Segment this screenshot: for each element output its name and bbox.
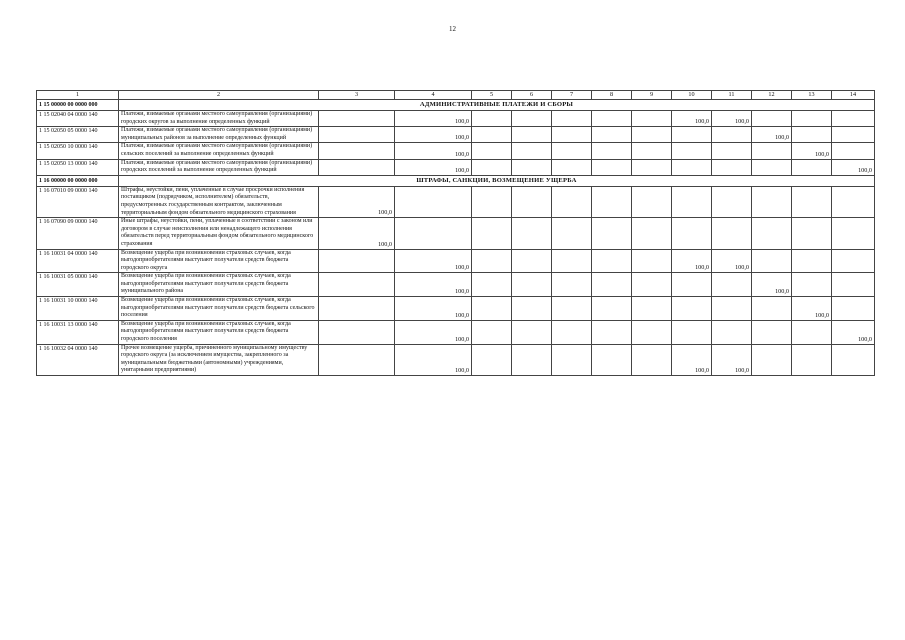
percentage-cell: 100,0 (752, 273, 792, 297)
percentage-cell (319, 249, 395, 273)
percentage-cell (832, 273, 875, 297)
column-header: 5 (472, 91, 512, 100)
percentage-cell: 100,0 (395, 249, 472, 273)
percentage-cell (395, 218, 472, 249)
percentage-cell (552, 344, 592, 375)
percentage-cell (552, 273, 592, 297)
percentage-cell (832, 218, 875, 249)
percentage-cell (672, 159, 712, 175)
revenue-name: Платежи, взимаемые органами местного самоуправления (организациями) сельских поселений за выполнение определенных функций (119, 143, 319, 159)
budget-code: 1 16 10031 04 0000 140 (37, 249, 119, 273)
percentage-cell: 100,0 (832, 320, 875, 344)
column-header: 11 (712, 91, 752, 100)
percentage-cell (672, 320, 712, 344)
percentage-cell (512, 273, 552, 297)
column-header: 6 (512, 91, 552, 100)
percentage-cell (512, 344, 552, 375)
budget-code: 1 16 10031 10 0000 140 (37, 297, 119, 321)
percentage-cell: 100,0 (395, 344, 472, 375)
percentage-cell (832, 249, 875, 273)
table-row (37, 186, 875, 217)
percentage-cell (592, 143, 632, 159)
percentage-cell (712, 186, 752, 217)
percentage-cell (832, 186, 875, 217)
revenue-name: Платежи, взимаемые органами местного самоуправления (организациями) городских округов за выполнение определенных функций (119, 111, 319, 127)
section-code: 1 15 00000 00 0000 000 (37, 100, 119, 111)
percentage-cell: 100,0 (319, 186, 395, 217)
percentage-cell (632, 127, 672, 143)
table-body (37, 100, 875, 376)
column-header: 10 (672, 91, 712, 100)
percentage-cell (552, 297, 592, 321)
percentage-cell (752, 159, 792, 175)
percentage-cell (752, 344, 792, 375)
percentage-cell (672, 297, 712, 321)
percentage-cell (472, 111, 512, 127)
percentage-cell (792, 218, 832, 249)
budget-code: 1 16 10032 04 0000 140 (37, 344, 119, 375)
percentage-cell: 100,0 (792, 297, 832, 321)
percentage-cell (552, 143, 592, 159)
percentage-cell: 100,0 (395, 297, 472, 321)
percentage-cell (472, 273, 512, 297)
percentage-cell (472, 297, 512, 321)
percentage-cell (472, 218, 512, 249)
percentage-cell (632, 159, 672, 175)
percentage-cell (712, 159, 752, 175)
percentage-cell (712, 143, 752, 159)
budget-code: 1 16 10031 13 0000 140 (37, 320, 119, 344)
percentage-cell (752, 249, 792, 273)
percentage-cell (632, 186, 672, 217)
percentage-cell (512, 111, 552, 127)
percentage-cell: 100,0 (395, 273, 472, 297)
percentage-cell: 100,0 (319, 218, 395, 249)
table-row (37, 320, 875, 344)
percentage-cell (752, 297, 792, 321)
section-title: АДМИНИСТРАТИВНЫЕ ПЛАТЕЖИ И СБОРЫ (119, 100, 875, 111)
column-header: 4 (395, 91, 472, 100)
percentage-cell (319, 320, 395, 344)
budget-code: 1 15 02040 04 0000 140 (37, 111, 119, 127)
percentage-cell (712, 218, 752, 249)
percentage-cell (592, 249, 632, 273)
percentage-cell (319, 273, 395, 297)
percentage-cell (792, 344, 832, 375)
percentage-cell (319, 143, 395, 159)
column-header: 3 (319, 91, 395, 100)
percentage-cell: 100,0 (712, 249, 752, 273)
percentage-cell (632, 143, 672, 159)
budget-code: 1 15 02050 13 0000 140 (37, 159, 119, 175)
percentage-cell (319, 297, 395, 321)
table-row (37, 127, 875, 143)
percentage-cell (792, 249, 832, 273)
column-header: 13 (792, 91, 832, 100)
percentage-cell (752, 111, 792, 127)
percentage-cell (832, 344, 875, 375)
percentage-cell (792, 320, 832, 344)
percentage-cell (512, 320, 552, 344)
percentage-cell (792, 273, 832, 297)
percentage-cell (792, 111, 832, 127)
percentage-cell (512, 127, 552, 143)
percentage-cell: 100,0 (395, 320, 472, 344)
percentage-cell (792, 186, 832, 217)
table-row (37, 218, 875, 249)
percentage-cell (712, 127, 752, 143)
percentage-cell (552, 111, 592, 127)
percentage-cell (632, 320, 672, 344)
percentage-cell (592, 297, 632, 321)
percentage-cell (512, 186, 552, 217)
table-row (37, 143, 875, 159)
percentage-cell (632, 249, 672, 273)
percentage-cell (319, 127, 395, 143)
percentage-cell (512, 143, 552, 159)
percentage-cell (832, 111, 875, 127)
percentage-cell (472, 159, 512, 175)
percentage-cell (712, 297, 752, 321)
percentage-cell (592, 186, 632, 217)
section-code: 1 16 00000 00 0000 000 (37, 175, 119, 186)
percentage-cell (792, 159, 832, 175)
percentage-cell (752, 320, 792, 344)
section-row (37, 100, 875, 111)
revenue-name: Иные штрафы, неустойки, пени, уплаченные в соответствии с законом или договором в случае неисполнения или ненадлежащего исполнения обязательств перед территориальным фондом обязательного медицинского страхования (119, 218, 319, 249)
percentage-cell (319, 344, 395, 375)
budget-code: 1 15 02050 05 0000 140 (37, 127, 119, 143)
percentage-cell: 100,0 (395, 143, 472, 159)
column-header: 12 (752, 91, 792, 100)
percentage-cell: 100,0 (672, 249, 712, 273)
percentage-cell (672, 127, 712, 143)
table-row (37, 297, 875, 321)
percentage-cell (752, 218, 792, 249)
percentage-cell (472, 186, 512, 217)
percentage-cell (592, 159, 632, 175)
percentage-cell: 100,0 (395, 111, 472, 127)
page-number: 12 (449, 25, 456, 33)
table-row (37, 249, 875, 273)
percentage-cell (832, 143, 875, 159)
percentage-cell (592, 111, 632, 127)
percentage-cell (632, 297, 672, 321)
percentage-cell: 100,0 (792, 143, 832, 159)
revenue-name: Возмещение ущерба при возникновении страховых случаев, когда выгодоприобретателями выступают получатели средств бюджета городского поселения (119, 320, 319, 344)
percentage-cell: 100,0 (712, 111, 752, 127)
percentage-cell (552, 320, 592, 344)
percentage-cell (632, 111, 672, 127)
table-row (37, 159, 875, 175)
percentage-cell (632, 273, 672, 297)
revenue-name: Возмещение ущерба при возникновении страховых случаев, когда выгодоприобретателями выступают получатели средств бюджета муниципального района (119, 273, 319, 297)
revenue-name: Возмещение ущерба при возникновении страховых случаев, когда выгодоприобретателями выступают получатели средств бюджета сельского поселения (119, 297, 319, 321)
budget-code: 1 16 07010 09 0000 140 (37, 186, 119, 217)
percentage-cell (395, 186, 472, 217)
budget-code: 1 16 07090 09 0000 140 (37, 218, 119, 249)
revenue-name: Штрафы, неустойки, пени, уплаченные в случае просрочки исполнения поставщиком (подрядчиком, исполнителем) обязательств, предусмотренных государственным контрактом, заключенным территориальным фондом обязательного медицинского страхования (119, 186, 319, 217)
percentage-cell (472, 320, 512, 344)
percentage-cell (552, 127, 592, 143)
percentage-cell (319, 159, 395, 175)
percentage-cell (472, 344, 512, 375)
table-row (37, 273, 875, 297)
column-header: 8 (592, 91, 632, 100)
percentage-cell (472, 249, 512, 273)
percentage-cell (832, 297, 875, 321)
percentage-cell (592, 273, 632, 297)
percentage-cell (512, 159, 552, 175)
percentage-cell (552, 218, 592, 249)
percentage-cell (752, 143, 792, 159)
percentage-cell (712, 273, 752, 297)
percentage-cell (592, 344, 632, 375)
revenue-name: Прочее возмещение ущерба, причиненного муниципальному имуществу городского округа (за исключением имущества, закрепленного за муниципальными бюджетными (автономными) учреждениями, унитарными предприятиями) (119, 344, 319, 375)
revenue-name: Платежи, взимаемые органами местного самоуправления (организациями) городских поселений за выполнение определенных функций (119, 159, 319, 175)
revenue-name: Платежи, взимаемые органами местного самоуправления (организациями) муниципальных районов за выполнение определенных функций (119, 127, 319, 143)
percentage-cell (552, 159, 592, 175)
section-row (37, 175, 875, 186)
percentage-cell: 100,0 (832, 159, 875, 175)
percentage-cell: 100,0 (672, 344, 712, 375)
column-header: 7 (552, 91, 592, 100)
percentage-cell (632, 344, 672, 375)
percentage-cell (672, 143, 712, 159)
column-header: 2 (119, 91, 319, 100)
percentage-cell (552, 186, 592, 217)
percentage-cell (552, 249, 592, 273)
table-row (37, 111, 875, 127)
percentage-cell: 100,0 (672, 111, 712, 127)
percentage-cell: 100,0 (712, 344, 752, 375)
budget-code: 1 15 02050 10 0000 140 (37, 143, 119, 159)
percentage-cell (672, 186, 712, 217)
percentage-cell (512, 297, 552, 321)
percentage-cell (319, 111, 395, 127)
percentage-cell (472, 127, 512, 143)
percentage-cell (472, 143, 512, 159)
percentage-cell (512, 249, 552, 273)
budget-code: 1 16 10031 05 0000 140 (37, 273, 119, 297)
percentage-cell: 100,0 (395, 159, 472, 175)
percentage-cell (672, 218, 712, 249)
percentage-cell (512, 218, 552, 249)
percentage-cell (672, 273, 712, 297)
percentage-cell (792, 127, 832, 143)
column-header: 14 (832, 91, 875, 100)
section-title: ШТРАФЫ, САНКЦИИ, ВОЗМЕЩЕНИЕ УЩЕРБА (119, 175, 875, 186)
column-header-row (37, 91, 875, 100)
percentage-cell (592, 127, 632, 143)
table-row (37, 344, 875, 375)
revenue-distribution-table (36, 90, 875, 376)
column-header: 1 (37, 91, 119, 100)
percentage-cell (712, 320, 752, 344)
percentage-cell (592, 320, 632, 344)
revenue-name: Возмещение ущерба при возникновении страховых случаев, когда выгодоприобретателями выступают получатели средств бюджета городского округа (119, 249, 319, 273)
percentage-cell (752, 186, 792, 217)
percentage-cell: 100,0 (395, 127, 472, 143)
percentage-cell: 100,0 (752, 127, 792, 143)
percentage-cell (592, 218, 632, 249)
percentage-cell (632, 218, 672, 249)
percentage-cell (832, 127, 875, 143)
column-header: 9 (632, 91, 672, 100)
